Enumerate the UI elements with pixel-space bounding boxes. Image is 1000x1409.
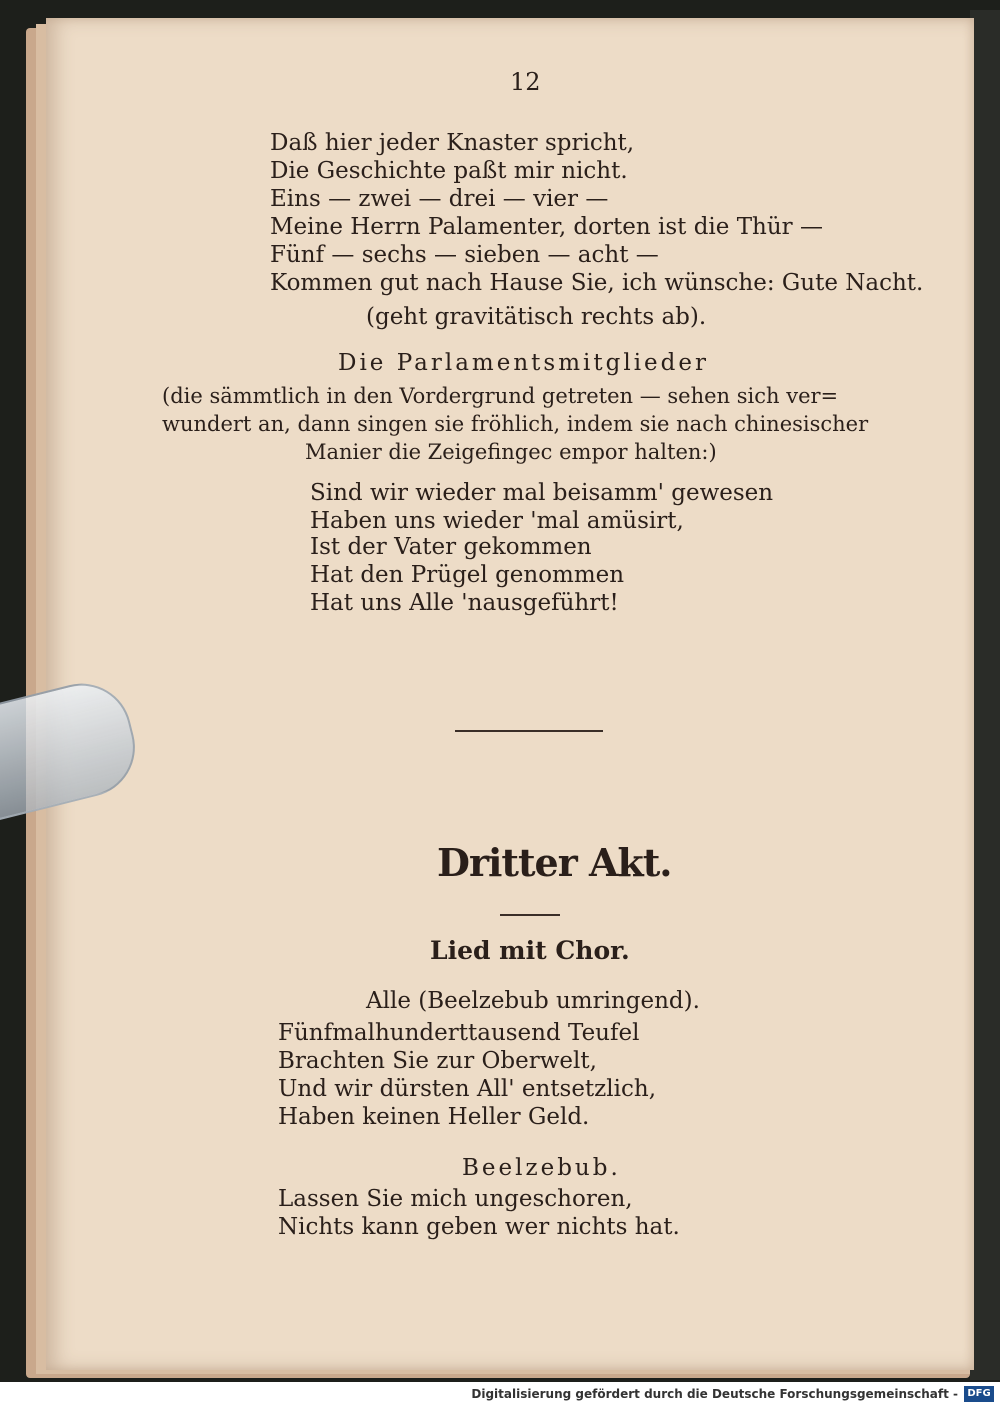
verse-line: Nichts kann geben wer nichts hat. [278,1214,680,1240]
footer-bar [0,1382,1000,1409]
footer-credit: Digitalisierung gefördert durch die Deutsche Forschungsgemeinschaft - [471,1387,958,1401]
verse-line: Und wir dürsten All' entsetzlich, [278,1076,657,1102]
verse-line: Fünfmalhunderttausend Teufel [278,1020,640,1046]
stage-direction: wundert an, dann singen sie fröhlich, indem sie nach chinesischer [162,412,869,436]
section-divider [455,730,603,732]
speaker-name: Beelzebub. [462,1155,621,1181]
book-spine [970,10,1000,1380]
page-number: 12 [510,68,541,96]
stage-direction: (geht gravitätisch rechts ab). [366,304,707,330]
verse-line: Hat den Prügel genommen [310,562,625,588]
speaker-name: Die Parlamentsmitglieder [338,350,709,376]
speaker-name: Alle (Beelzebub umringend). [366,988,700,1014]
verse-line: Fünf — sechs — sieben — acht — [270,242,659,268]
verse-line: Die Geschichte paßt mir nicht. [270,158,628,184]
song-heading: Lied mit Chor. [430,936,630,965]
verse-line: Sind wir wieder mal beisamm' gewesen [310,480,774,506]
dfg-logo: DFG [964,1386,994,1402]
verse-line: Haben keinen Heller Geld. [278,1104,590,1130]
verse-line: Kommen gut nach Hause Sie, ich wünsche: Gute Nacht. [270,270,924,296]
verse-line: Ist der Vater gekommen [310,534,592,560]
stage-direction: (die sämmtlich in den Vordergrund getreten — sehen sich ver= [162,384,839,408]
heading-rule [500,914,560,916]
verse-line: Lassen Sie mich ungeschoren, [278,1186,633,1212]
act-heading: Dritter Akt. [437,840,672,885]
stage-direction: Manier die Zeigefingec empor halten:) [305,440,717,464]
verse-line: Daß hier jeder Knaster spricht, [270,130,635,156]
verse-line: Hat uns Alle 'nausgeführt! [310,590,619,616]
verse-line: Brachten Sie zur Oberwelt, [278,1048,597,1074]
verse-line: Haben uns wieder 'mal amüsirt, [310,508,684,534]
verse-line: Meine Herrn Palamenter, dorten ist die Thür — [270,214,823,240]
verse-line: Eins — zwei — drei — vier — [270,186,609,212]
